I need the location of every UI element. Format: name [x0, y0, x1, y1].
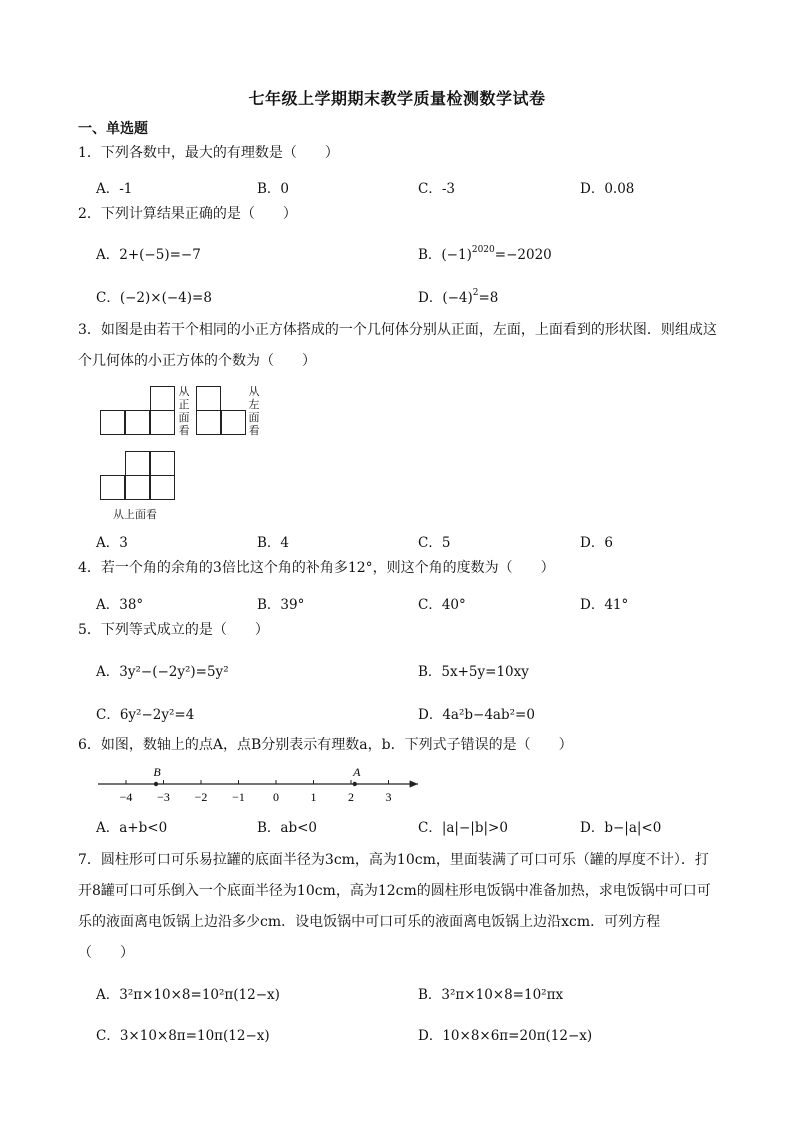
- left-view-label: 从左面看: [248, 385, 260, 437]
- q1-option-c[interactable]: C．-3: [418, 181, 455, 197]
- front-view-cell: [150, 410, 175, 435]
- left-view-cell: [196, 386, 221, 411]
- q3-option-d[interactable]: D．6: [580, 535, 613, 551]
- question-7-stem-line2: 开8罐可口可乐倒入一个底面半径为10cm，高为12cm的圆柱形电饭锅中准备加热，求电饭锅中可口可: [78, 883, 711, 899]
- front-view-cell: [100, 410, 125, 435]
- q1-option-d[interactable]: D．0.08: [580, 181, 635, 197]
- q5-option-c[interactable]: C．6y²−2y²=4: [96, 707, 195, 723]
- q4-option-d[interactable]: D．41°: [580, 597, 629, 613]
- q4-option-a[interactable]: A．38°: [96, 597, 144, 613]
- q6-option-b[interactable]: B．ab<0: [257, 820, 318, 836]
- point-b-label: B: [153, 765, 161, 779]
- q6-option-d[interactable]: D．b−|a|<0: [580, 820, 662, 836]
- q7-option-c[interactable]: C．3×10×8π=10π(12−x): [96, 1028, 270, 1044]
- number-line-tick-label: −1: [232, 790, 245, 804]
- top-view-cell: [150, 475, 175, 500]
- q6-option-a[interactable]: A．a+b<0: [96, 820, 168, 836]
- top-view-cell: [125, 451, 150, 476]
- top-view-cell: [100, 475, 125, 500]
- question-7-stem-line1: 7．圆柱形可口可乐易拉罐的底面半径为3cm，高为10cm，里面装满了可口可乐（罐的厚度不计）．打: [78, 852, 709, 868]
- question-3-stem-line2: 个几何体的小正方体的个数为（ ）: [78, 353, 316, 369]
- number-line-tick-label: 3: [385, 790, 392, 804]
- number-line-tick-label: −3: [157, 790, 170, 804]
- point-a-label: A: [353, 765, 361, 779]
- question-3-stem-line1: 3．如图是由若干个相同的小正方体搭成的一个几何体分别从正面，左面，上面看到的形状图．则组成这: [78, 322, 717, 338]
- q7-option-b[interactable]: B．3²π×10×8=10²πx: [418, 987, 564, 1003]
- left-view-cell: [196, 410, 221, 435]
- q2-option-d-rest: =8: [478, 290, 499, 306]
- question-1-stem: 1．下列各数中，最大的有理数是（ ）: [78, 145, 339, 161]
- q4-option-c[interactable]: C．40°: [418, 597, 466, 613]
- q2-option-b-rest: =−2020: [494, 247, 552, 263]
- front-view-cell: [150, 386, 175, 411]
- point-b-marker: [154, 782, 158, 786]
- q3-option-b[interactable]: B．4: [257, 535, 290, 551]
- q1-option-a[interactable]: A．-1: [96, 181, 133, 197]
- number-line-tick-label: 0: [273, 790, 279, 804]
- number-line-tick-label: 1: [310, 790, 317, 804]
- number-line-tick-label: −4: [119, 790, 133, 804]
- question-7-stem-line3: 乐的液面离电饭锅上边沿多少cm．设电饭锅中可口可乐的液面离电饭锅上边沿xcm．可列方程: [78, 914, 661, 930]
- top-view-cell: [125, 475, 150, 500]
- question-2-stem: 2．下列计算结果正确的是（ ）: [78, 206, 297, 222]
- number-line-tick-label: −2: [194, 790, 208, 804]
- q6-option-c[interactable]: C．|a|−|b|>0: [418, 820, 508, 836]
- q2-option-b-base: B．(−1): [418, 247, 472, 263]
- front-view-label: 从正面看: [178, 385, 190, 437]
- q2-option-d-base: D．(−4): [418, 290, 473, 306]
- q5-option-a[interactable]: A．3y²−(−2y²)=5y²: [96, 664, 229, 680]
- left-view-cell: [221, 410, 246, 435]
- q2-option-a[interactable]: A．2+(−5)=−7: [96, 247, 201, 263]
- section-heading: 一、单选题: [78, 121, 148, 137]
- question-6-stem: 6．如图，数轴上的点A，点B分别表示有理数a，b．下列式子错误的是（ ）: [78, 737, 573, 753]
- front-view-cell: [125, 410, 150, 435]
- question-5-stem: 5．下列等式成立的是（ ）: [78, 622, 269, 638]
- q3-option-c[interactable]: C．5: [418, 535, 451, 551]
- q2-option-b[interactable]: [418, 243, 552, 263]
- q2-option-d[interactable]: [418, 286, 498, 306]
- question-4-stem: 4．若一个角的余角的3倍比这个角的补角多12°，则这个角的度数为（ ）: [78, 560, 555, 576]
- q7-option-d[interactable]: D．10×8×6π=20π(12−x): [418, 1028, 593, 1044]
- top-view-cell: [150, 451, 175, 476]
- q2-option-b-exponent: 2020: [471, 245, 495, 255]
- q2-option-d-exponent: 2: [472, 288, 479, 298]
- number-line-figure: [92, 762, 432, 808]
- q7-option-a[interactable]: A．3²π×10×8=10²π(12−x): [96, 987, 280, 1003]
- q5-option-b[interactable]: B．5x+5y=10xy: [418, 664, 529, 680]
- q5-option-d[interactable]: D．4a²b−4ab²=0: [418, 707, 535, 723]
- q1-option-b[interactable]: B．0: [257, 181, 290, 197]
- q3-option-a[interactable]: A．3: [96, 535, 128, 551]
- point-a-marker: [353, 782, 357, 786]
- q4-option-b[interactable]: B．39°: [257, 597, 305, 613]
- q2-option-c[interactable]: C．(−2)×(−4)=8: [96, 290, 212, 306]
- question-7-stem-line4: （ ）: [78, 945, 134, 961]
- number-line-tick-label: 2: [348, 790, 354, 804]
- page-title: 七年级上学期期末教学质量检测数学试卷: [248, 89, 546, 108]
- top-view-label: 从上面看: [113, 508, 157, 521]
